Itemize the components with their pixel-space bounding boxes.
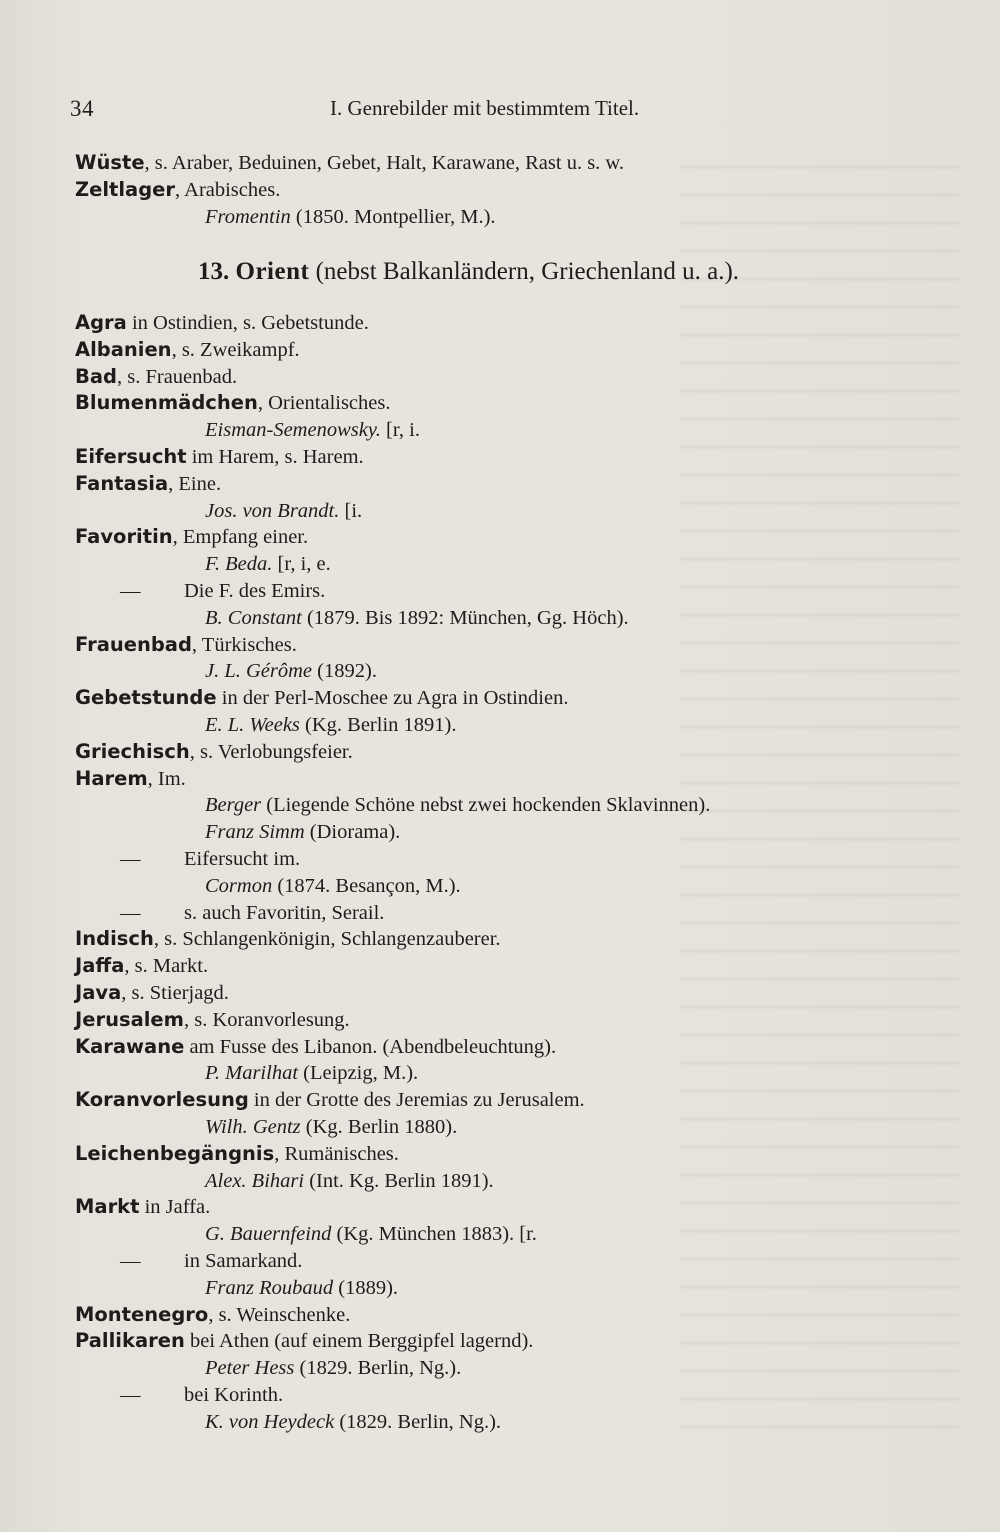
entry-line [75, 1090, 585, 1111]
ditto-dash: — [120, 848, 141, 870]
artist-details: (Int. Kg. Berlin 1891). [304, 1170, 494, 1192]
entry-headword: Griechisch [75, 740, 190, 763]
entry-headword: Zeltlager [75, 178, 176, 201]
entry-text: in der Grotte des Jeremias zu Jerusalem. [248, 1089, 585, 1111]
artist-line [205, 608, 629, 629]
section-subtitle: (nebst Balkanländern, Griechenland u. a.). [315, 258, 740, 285]
artist-details: (1879. Bis 1892: München, Gg. Höch). [301, 607, 629, 629]
entry-headword: Favoritin [75, 525, 173, 548]
artist-line [205, 1171, 494, 1192]
entry-headword: Jaffa [75, 954, 125, 977]
entry-text: , s. Markt. [124, 955, 209, 977]
entry-headword: Leichenbegängnis [75, 1142, 275, 1165]
section-heading [198, 258, 739, 286]
artist-line [205, 1278, 398, 1299]
entry-text: Eifersucht im. [184, 848, 301, 870]
artist-line [205, 1412, 501, 1433]
entry-headword: Jerusalem [75, 1008, 184, 1031]
entry-text: in Samarkand. [184, 1250, 303, 1272]
entry-headword: Wüste [75, 151, 145, 174]
entry-headword: Indisch [75, 927, 154, 950]
artist-line [205, 715, 456, 736]
entry-text: s. auch Favoritin, Serail. [184, 902, 385, 924]
artist-line [205, 1224, 537, 1245]
entry-text: , Empfang einer. [172, 526, 309, 548]
entry-text: , s. Araber, Beduinen, Gebet, Halt, Karawane, Rast u. s. w. [144, 152, 625, 174]
page-header [70, 96, 720, 132]
artist-name: Peter Hess [205, 1357, 295, 1379]
artist-line [205, 1117, 457, 1138]
artist-details: (Kg. Berlin 1891). [299, 714, 457, 736]
artist-name: K. von Heydeck [205, 1411, 335, 1433]
artist-details: (Leipzig, M.). [298, 1062, 419, 1084]
artist-line [205, 661, 377, 682]
entry-text: im Harem, s. Harem. [186, 446, 364, 468]
artist-line [205, 876, 461, 897]
entry-line [75, 1305, 350, 1326]
artist-name: Jos. von Brandt. [205, 500, 340, 522]
entry-text: Die F. des Emirs. [184, 580, 326, 602]
entry-line [75, 313, 369, 334]
artist-details: (1889). [333, 1277, 399, 1299]
entry-line [75, 527, 308, 548]
entry-text: , Im. [147, 768, 186, 790]
artist-line [205, 1358, 461, 1379]
entry-headword: Bad [75, 365, 117, 388]
artist-name: E. L. Weeks [205, 714, 300, 736]
entry-headword: Frauenbad [75, 633, 192, 656]
entry-line [75, 1037, 556, 1058]
entry-line [75, 956, 208, 977]
entry-text: , Eine. [168, 473, 222, 495]
entry-text: , s. Schlangenkönigin, Schlangenzauberer. [153, 928, 501, 950]
entry-line [75, 474, 221, 495]
artist-details: (1892). [312, 660, 377, 682]
entry-headword: Markt [75, 1195, 140, 1218]
artist-name: Franz Roubaud [205, 1277, 334, 1299]
entry-line [75, 929, 501, 950]
entry-text: bei Athen (auf einem Berggipfel lagernd). [184, 1330, 534, 1352]
entry-text: , s. Koranvorlesung. [183, 1009, 350, 1031]
artist-name: J. L. Gérôme [205, 660, 313, 682]
artist-details: (Kg. München 1883). [r. [331, 1223, 537, 1245]
artist-name: G. Bauernfeind [205, 1223, 332, 1245]
entry-headword: Albanien [75, 338, 172, 361]
entry-text: , s. Frauenbad. [116, 366, 238, 388]
artist-name: Eisman-Semenowsky. [205, 419, 381, 441]
entry-line [75, 180, 280, 201]
artist-name: Berger [205, 794, 262, 816]
entry-line [75, 393, 390, 414]
artist-name: Franz Simm [205, 821, 305, 843]
entry-text: , s. Zweikampf. [171, 339, 300, 361]
entry-headword: Fantasia [75, 472, 169, 495]
ditto-dash: — [120, 1250, 141, 1272]
artist-details: [r, i. [380, 419, 420, 441]
entry-text: bei Korinth. [184, 1384, 284, 1406]
entry-text: , Arabisches. [175, 179, 281, 201]
entry-headword: Koranvorlesung [75, 1088, 249, 1111]
ditto-dash: — [120, 580, 141, 602]
continuation-line [120, 1385, 283, 1406]
continuation-line [120, 1251, 302, 1272]
bleed-through-text [680, 150, 960, 1450]
entry-text: , Türkisches. [191, 634, 297, 656]
entry-text: in Ostindien, s. Gebetstunde. [126, 312, 369, 334]
entry-text: , Rumänisches. [274, 1143, 399, 1165]
artist-details: (Kg. Berlin 1880). [300, 1116, 458, 1138]
artist-details: (1829. Berlin, Ng.). [334, 1411, 502, 1433]
continuation-line [120, 581, 325, 602]
artist-details: (1829. Berlin, Ng.). [294, 1357, 462, 1379]
entry-text: in Jaffa. [139, 1196, 211, 1218]
entry-line [75, 340, 300, 361]
entry-headword: Gebetstunde [75, 686, 217, 709]
artist-details: (1850. Montpellier, M.). [290, 206, 496, 228]
entry-line [75, 983, 229, 1004]
entry-line [75, 1010, 350, 1031]
section-number: 13. [198, 258, 230, 285]
artist-line [205, 795, 710, 816]
entry-headword: Eifersucht [75, 445, 187, 468]
artist-name: Wilh. Gentz [205, 1116, 301, 1138]
artist-name: P. Marilhat [205, 1062, 299, 1084]
continuation-line [120, 849, 300, 870]
entry-text: , Orientalisches. [257, 392, 391, 414]
entry-headword: Blumenmädchen [75, 391, 258, 414]
entry-headword: Pallikaren [75, 1329, 185, 1352]
entry-text: , s. Weinschenke. [208, 1304, 351, 1326]
artist-line [205, 822, 400, 843]
entry-line [75, 635, 297, 656]
entry-line [75, 1144, 399, 1165]
entry-line [75, 742, 353, 763]
entry-headword: Montenegro [75, 1303, 209, 1326]
running-title: I. Genrebilder mit bestimmtem Titel. [330, 96, 640, 120]
artist-details: [i. [339, 500, 363, 522]
artist-line [205, 420, 420, 441]
ditto-dash: — [120, 1384, 141, 1406]
artist-name: Cormon [205, 875, 273, 897]
artist-line [205, 501, 362, 522]
entry-headword: Agra [75, 311, 127, 334]
entry-text: in der Perl-Moschee zu Agra in Ostindien. [216, 687, 569, 709]
artist-name: Alex. Bihari [205, 1170, 305, 1192]
artist-name: B. Constant [205, 607, 302, 629]
entry-headword: Harem [75, 767, 148, 790]
entry-line [75, 153, 624, 174]
entry-line [75, 367, 237, 388]
page-number: 34 [70, 96, 94, 121]
artist-line [205, 1063, 418, 1084]
artist-line [205, 207, 496, 228]
entry-line [75, 1197, 210, 1218]
entry-text: am Fusse des Libanon. (Abendbeleuchtung). [184, 1036, 557, 1058]
entry-line [75, 769, 186, 790]
artist-details: (Liegende Schöne nebst zwei hockenden Sklavinnen). [261, 794, 711, 816]
artist-details: [r, i, e. [272, 553, 331, 575]
entry-line [75, 1331, 533, 1352]
artist-details: (Diorama). [304, 821, 401, 843]
artist-details: (1874. Besançon, M.). [272, 875, 461, 897]
ditto-dash: — [120, 902, 141, 924]
entry-headword: Karawane [75, 1035, 185, 1058]
continuation-line [120, 903, 384, 924]
artist-line [205, 554, 331, 575]
entry-line [75, 688, 568, 709]
section-keyword: Orient [235, 258, 310, 285]
entry-headword: Java [75, 981, 122, 1004]
entry-line [75, 447, 364, 468]
artist-name: F. Beda. [205, 553, 273, 575]
entry-text: , s. Verlobungsfeier. [189, 741, 353, 763]
artist-name: Fromentin [205, 206, 291, 228]
entry-text: , s. Stierjagd. [121, 982, 229, 1004]
